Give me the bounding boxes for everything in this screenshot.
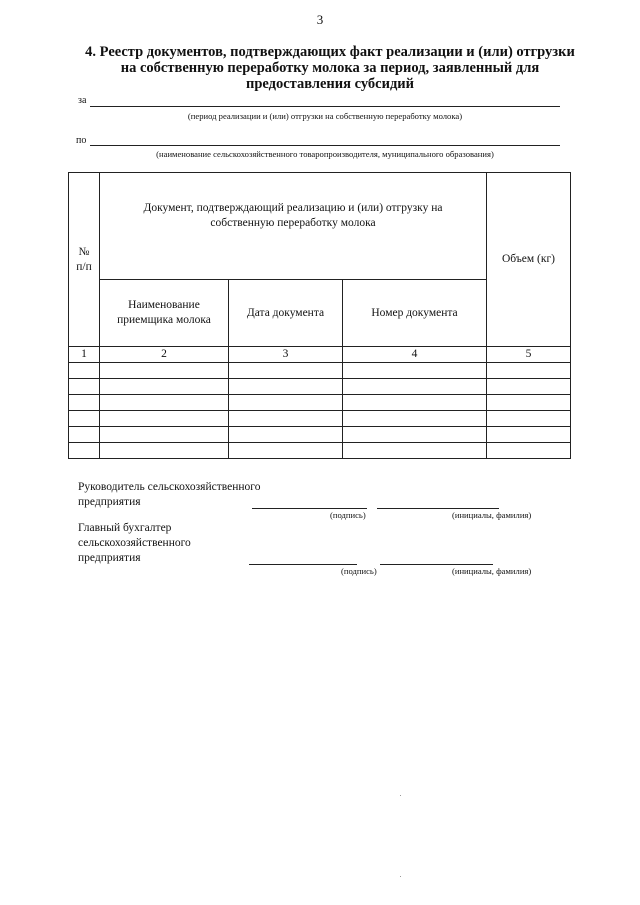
- table-cell[interactable]: [487, 363, 571, 379]
- column-number: 4: [343, 347, 487, 363]
- table-cell[interactable]: [100, 427, 229, 443]
- accountant-label: Главный бухгалтер сельскохозяйственного предприятия: [78, 522, 191, 564]
- accountant-signature-caption: (подпись): [341, 566, 377, 576]
- accountant-name-caption: (инициалы, фамилия): [452, 566, 532, 576]
- producer-label: по: [76, 135, 87, 146]
- scan-speck: [400, 795, 401, 796]
- table-cell[interactable]: [100, 443, 229, 459]
- producer-fill-line[interactable]: [90, 145, 560, 146]
- table-cell[interactable]: [69, 363, 100, 379]
- table-cell[interactable]: [343, 363, 487, 379]
- registry-table: [68, 172, 571, 459]
- column-numbers-row: [69, 347, 571, 363]
- column-number: 1: [69, 347, 100, 363]
- director-signature-caption: (подпись): [330, 510, 366, 520]
- header-doc-number: Номер документа: [343, 280, 487, 347]
- table-cell[interactable]: [343, 379, 487, 395]
- accountant-signature-line[interactable]: [249, 564, 357, 565]
- table-cell[interactable]: [229, 427, 343, 443]
- table-cell[interactable]: [487, 411, 571, 427]
- document-title: 4. Реестр документов, подтверждающих факт реализации и (или) отгрузки на собственную переработку молока за период, заявленный для предоставления субсидий: [85, 44, 575, 92]
- table-row: [69, 363, 571, 379]
- table-row: [69, 379, 571, 395]
- table-row: [69, 427, 571, 443]
- table-cell[interactable]: [69, 427, 100, 443]
- period-caption: (период реализации и (или) отгрузки на собственную переработку молока): [187, 111, 463, 121]
- table-cell[interactable]: [69, 443, 100, 459]
- table-row: [69, 411, 571, 427]
- table-cell[interactable]: [229, 443, 343, 459]
- accountant-name-line[interactable]: [380, 564, 493, 565]
- page-number: 3: [316, 12, 324, 27]
- header-volume: Объем (кг): [487, 173, 571, 347]
- table-cell[interactable]: [487, 443, 571, 459]
- header-number: № п/п: [69, 173, 100, 347]
- table-cell[interactable]: [100, 379, 229, 395]
- table-cell[interactable]: [487, 379, 571, 395]
- director-signature-line[interactable]: [252, 508, 367, 509]
- table-cell[interactable]: [343, 443, 487, 459]
- table-cell[interactable]: [343, 411, 487, 427]
- header-document: Документ, подтверждающий реализацию и (или) отгрузку на собственную переработку молока: [100, 173, 487, 280]
- header-receiver: Наименование приемщика молока: [100, 280, 229, 347]
- table-row: [69, 395, 571, 411]
- period-label: за: [78, 95, 87, 106]
- table-cell[interactable]: [343, 395, 487, 411]
- table-cell[interactable]: [229, 363, 343, 379]
- table-cell[interactable]: [343, 427, 487, 443]
- column-number: 3: [229, 347, 343, 363]
- scan-speck: [400, 876, 401, 877]
- table-cell[interactable]: [229, 379, 343, 395]
- director-label: Руководитель сельскохозяйственного предприятия: [78, 481, 261, 508]
- table-cell[interactable]: [100, 411, 229, 427]
- table-cell[interactable]: [487, 395, 571, 411]
- table-cell[interactable]: [69, 379, 100, 395]
- column-number: 2: [100, 347, 229, 363]
- director-name-caption: (инициалы, фамилия): [452, 510, 532, 520]
- director-name-line[interactable]: [377, 508, 499, 509]
- table-cell[interactable]: [69, 411, 100, 427]
- table-cell[interactable]: [229, 411, 343, 427]
- table-cell[interactable]: [69, 395, 100, 411]
- producer-caption: (наименование сельскохозяйственного товаропроизводителя, муниципального образования): [156, 149, 494, 159]
- header-date: Дата документа: [229, 280, 343, 347]
- table-row: [69, 443, 571, 459]
- table-cell[interactable]: [100, 395, 229, 411]
- period-fill-line[interactable]: [90, 106, 560, 107]
- table-cell[interactable]: [487, 427, 571, 443]
- column-number: 5: [487, 347, 571, 363]
- table-cell[interactable]: [100, 363, 229, 379]
- table-cell[interactable]: [229, 395, 343, 411]
